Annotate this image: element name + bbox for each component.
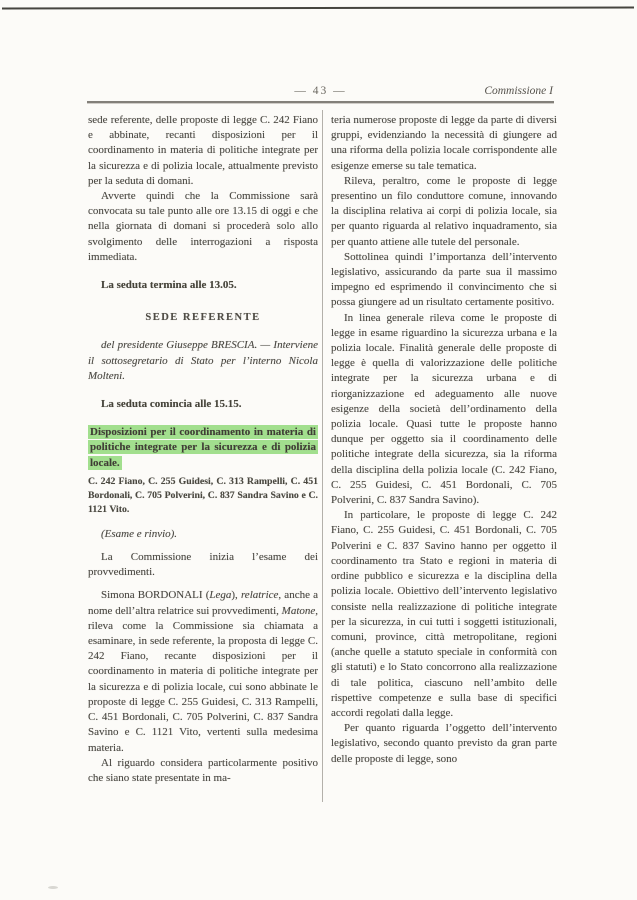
section-heading-sede-referente: SEDE REFERENTE [145,312,261,324]
paragraph-r5: In particolare, le proposte di legge C. 242 Fiano, C. 255 Guidesi, C. 451 Bordonali, C. 705 Polverini e C. 837 Savino hanno per oggetto il coordinamento tra Stato e regioni in materia di ordine pubblico e sicurezza e la disciplina della polizia locale. Obiettivo dell’intervento legislativo consiste nella realizzazione di politiche integrate per la sicurezza, in cui tutti i soggetti istituzionali, comuni, province, città metropolitane, regioni (anche quelle a statuto speciale in conformità con gli statuti) e lo Stato concorrono alla realizzazione di tale politica, ciascuno nell’ambito delle rispettive competenze e sulla base di specifici accordi regolati dalla legge. [331,509,557,719]
paragraph-bordonali: Simona BORDONALI (Lega), relatrice, anche a nome dell’altra relatrice sui provvedimenti, Matone, rileva come la Commissione sia chiamata a esaminare, in sede referente, la proposta di legge C. 242 Fiano, recante disposizioni per il coordinamento in materia di politiche integrate per la sicurezza e di polizia locale, cui sono abbinate le proposte di legge C. 255 Guidesi, C. 313 Rampelli, C. 451 Bordonali, C. 705 Polverini, C. 837 Sandra Savino e C. 1121 Vito, vertenti sulla medesima materia. [88,589,318,754]
column-divider [322,110,323,802]
paragraph-r6: Per quanto riguarda l’oggetto dell’intervento legislativo, secondo quanto previsto da gran parte delle proposte di legge, sono [331,722,557,765]
paragraph-r1: teria numerose proposte di legge da parte di diversi gruppi, evidenziando la necessità di giungere ad una riforma della polizia locale corrispondente alle esigenze emerse su tale tematica. [331,114,557,172]
seduta-termina-line: La seduta termina alle 13.05. [101,279,237,292]
paragraph-avverte: Avverte quindi che la Commissione sarà convocata su tale punto alle ore 13.15 di oggi e che nella giornata di domani si procederà solo allo svolgimento delle interrogazioni a risposta immediata. [88,190,318,263]
presidency-note: del presidente Giuseppe BRESCIA. — Interviene il sottosegretario di Stato per l’interno Nicola Molteni. [88,339,318,382]
seduta-comincia-line: La seduta comincia alle 15.15. [101,398,242,411]
role-label: relatrice [240,589,279,602]
speaker-name: Simona BORDONALI ( [101,589,210,602]
highlight-marker: Disposizioni per il coordinamento in materia di politiche integrate per la sicurezza e di polizia locale. [90,426,316,469]
party-name: Lega [209,589,232,602]
paragraph-r2: Rileva, peraltro, come le proposte di legge presentino un filo conduttore comune, innovando la disciplina relativa ai corpi di polizia locale, sia per quanto riguarda al relativo inquadramento, sia per quanto attiene alle tutele del personale. [331,174,557,248]
page-header [88,85,553,101]
bill-numbers-line: C. 242 Fiano, C. 255 Guidesi, C. 313 Rampelli, C. 451 Bordonali, C. 705 Polverini, C. 837 Sandra Savino e C. 1121 Vito. [88,475,318,515]
paragraph-r3: Sottolinea quindi l’importanza dell’intervento legislativo, assicurando da parte sua il massimo impegno ed esprimendo il convincimento che si possa giungere ad un risultato certamente positivo. [331,250,557,309]
paragraph-r4: In linea generale rileva come le proposte di legge in esame riguardino la sicurezza urbana e la polizia locale. Finalità generale delle proposte di legge è quella di valorizzazione delle politiche integrate per la sicurezza urbana e di riorganizzazione ed adeguamento alle nuove esigenze della società dell’ordinamento della polizia locale. Quasi tutte le proposte hanno dunque per oggetto sia il coordinamento delle politiche integrate della sicurezza, sia la riforma della disciplina della polizia locale (C. 242 Fiano, C. 255 Guidesi, C. 451 Bordonali, C. 705 Polverini, C. 837 Sandra Savino). [331,311,557,507]
exam-note: (Esame e rinvio). [101,527,178,540]
left-column [88,113,318,805]
page-number: — 43 — [294,85,347,97]
scan-artifact-top-line [2,7,634,10]
paragraph-continuation: sede referente, delle proposte di legge C. 242 Fiano e abbinate, recanti disposizioni per il coordinamento in materia di politiche integrate per la sicurezza e di polizia locale, attualmente previsto per la seduta di domani. [88,114,318,187]
bill-title-highlighted [88,425,318,471]
scan-artifact-smudge [48,886,58,889]
paragraph-riguardo: Al riguardo considera particolarmente positivo che siano state presentate in ma- [88,756,318,784]
header-commission-label: Commissione I [484,85,553,97]
header-rule [87,101,554,103]
right-column [331,113,557,805]
paragraph-inizia: La Commissione inizia l’esame dei provvedimenti. [88,551,318,579]
co-rapporteur-name: Matone [281,604,316,617]
